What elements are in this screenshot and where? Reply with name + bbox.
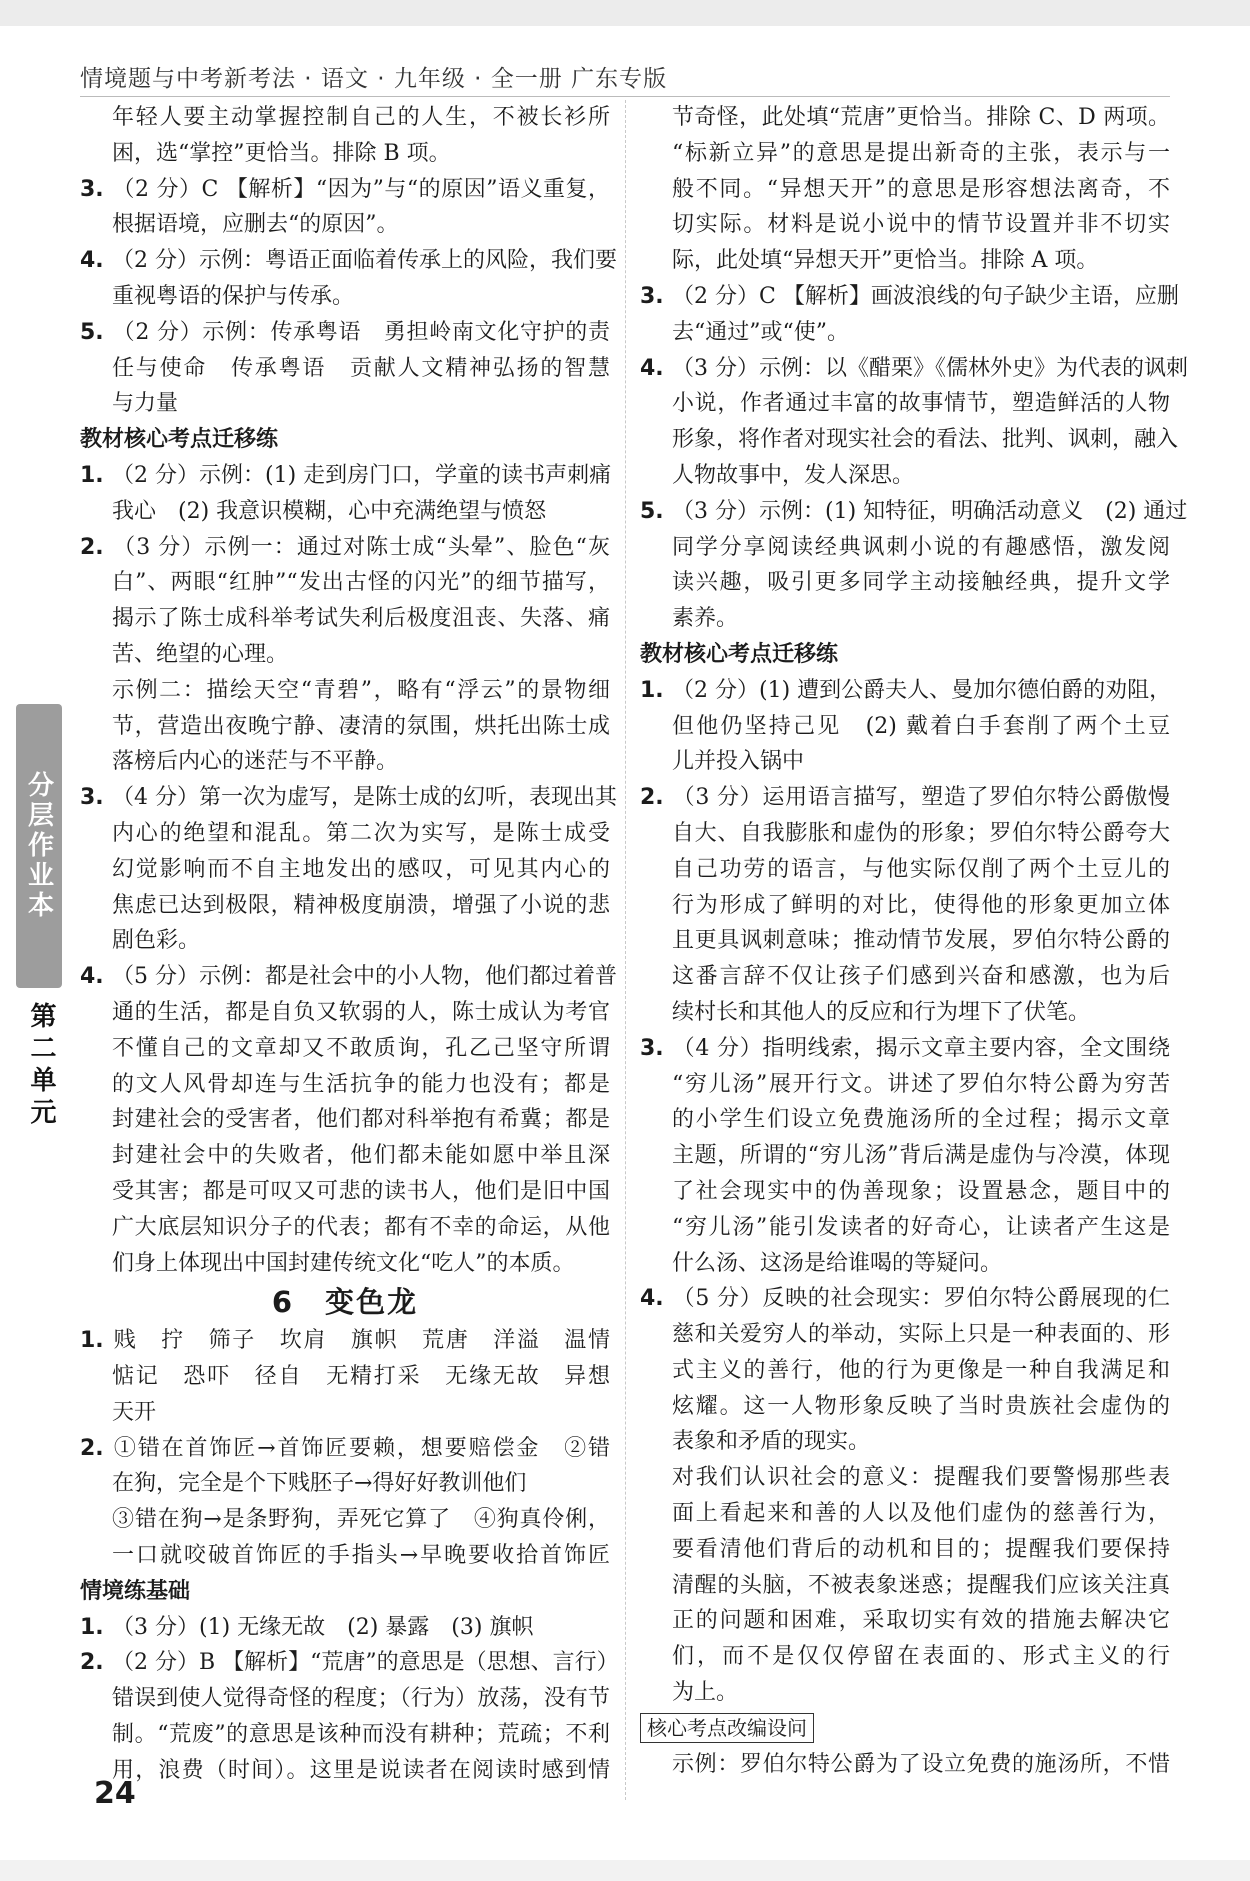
answer-text-line	[80, 100, 610, 136]
answer-text-line	[640, 1246, 1170, 1282]
answer-text-line	[640, 1174, 1170, 1210]
side-unit-label: 第二单元	[26, 1002, 56, 1130]
question-number: 3.	[640, 1035, 664, 1061]
answer-text-line	[80, 1102, 610, 1138]
answer-item-line	[640, 494, 1188, 530]
line-text: 受其害；都是可叹又可悲的读书人，他们是旧中国	[112, 1178, 610, 1204]
answer-text-line	[80, 1681, 610, 1717]
answer-text-line	[80, 1067, 610, 1103]
line-text: 惦记 恐吓 径自 无精打采 无缘无故 异想	[112, 1364, 610, 1390]
answer-text-line	[640, 386, 1170, 422]
line-text: （3 分）(1) 无缘无故 (2) 暴露 (3) 旗帜	[112, 1614, 534, 1640]
line-text: 错误到使人觉得奇怪的程度；（行为）放荡，没有节	[112, 1686, 610, 1712]
line-text: 读兴趣，吸引更多同学主动接触经典，提升文学	[672, 570, 1170, 596]
answer-text-line	[80, 1174, 610, 1210]
question-number: 5.	[640, 498, 664, 524]
answer-text-line	[640, 1496, 1170, 1532]
line-text: 要看清他们背后的动机和目的；提醒我们要保持	[672, 1536, 1170, 1562]
line-text: 封建社会的受害者，他们都对科举抱有希冀；都是	[112, 1107, 610, 1133]
line-text: 一口就咬破首饰匠的手指头→早晚要收拾首饰匠	[112, 1543, 610, 1569]
answer-item-line	[640, 351, 1188, 387]
line-text: 任与使命 传承粤语 贡献人文精神弘扬的智慧	[112, 355, 610, 381]
line-text: 主题，所谓的“穷儿汤”背后满是虚伪与冷漠，体现	[672, 1143, 1170, 1169]
answer-item-line	[80, 458, 610, 494]
line-text: 与力量	[112, 391, 179, 417]
left-column	[80, 100, 619, 1789]
line-text: 困，选“掌控”更恰当。排除 B 项。	[112, 140, 451, 166]
line-text: 贱 拧 筛子 坎肩 旗帜 荒唐 洋溢 温情	[112, 1328, 610, 1354]
answer-item-line	[640, 673, 1170, 709]
line-text: 素养。	[672, 606, 739, 632]
answer-text-line	[640, 1675, 1170, 1711]
answer-text-line	[80, 1717, 610, 1753]
line-text: 焦虑已达到极限，精神极度崩溃，增强了小说的悲	[112, 892, 610, 918]
line-text: （3 分）运用语言描写，塑造了罗伯尔特公爵傲慢	[672, 785, 1170, 811]
answer-text-line	[80, 601, 610, 637]
answer-text-line	[640, 1424, 1170, 1460]
answer-text-line	[80, 1031, 610, 1067]
answer-text-line	[80, 207, 610, 243]
question-number: 4.	[80, 964, 104, 990]
answer-text-line	[640, 816, 1170, 852]
side-tab-layered-homework: 分层作业本	[16, 704, 62, 988]
line-text: 炫耀。这一人物形象反映了当时贵族社会虚伪的	[672, 1393, 1170, 1419]
line-text: 表象和矛盾的现实。	[672, 1429, 871, 1455]
section-heading: 情境练基础	[80, 1578, 191, 1604]
answer-item-line	[640, 1281, 1170, 1317]
line-text: 这番言辞不仅让孩子们感到兴奋和感激，也为后	[672, 964, 1170, 990]
line-text: 人物故事中，发人深思。	[672, 462, 915, 488]
answer-item-line	[80, 315, 610, 351]
answer-text-line	[80, 1246, 610, 1282]
answer-text-line	[80, 1466, 610, 1502]
section-heading: 教材核心考点迁移练	[80, 427, 279, 453]
line-text: 制。“荒废”的意思是该种而没有耕种；荒疏；不利	[112, 1722, 610, 1748]
answer-item-line	[80, 1610, 610, 1646]
answer-text-line	[640, 100, 1170, 136]
answer-text-line	[640, 530, 1170, 566]
lesson-title: 6 变色龙	[271, 1285, 419, 1320]
question-number: 2.	[80, 1435, 104, 1461]
line-text: （2 分）示例：(1) 走到房门口，学童的读书声刺痛	[112, 462, 612, 488]
page-header: 情境题与中考新考法 · 语文 · 九年级 · 全一册 广东专版	[80, 66, 668, 92]
answer-text-line	[640, 923, 1170, 959]
answer-text-line	[640, 1102, 1170, 1138]
answer-text-line	[640, 888, 1170, 924]
line-text: 了社会现实中的伪善现象；设置悬念，题目中的	[672, 1178, 1170, 1204]
line-text: 行为形成了鲜明的对比，使得他的形象更加立体	[672, 892, 1170, 918]
line-text: “穷儿汤”能引发读者的好奇心，让读者产生这是	[672, 1214, 1170, 1240]
line-text: 节，营造出夜晚宁静、凄清的氛围，烘托出陈士成	[112, 713, 610, 739]
page-number: 24	[94, 1776, 136, 1811]
line-text: 面上看起来和善的人以及他们虚伪的慈善行为，	[672, 1501, 1170, 1527]
answer-text-line	[640, 1317, 1170, 1353]
answer-text-line	[80, 1359, 610, 1395]
line-text: 节奇怪，此处填“荒唐”更恰当。排除 C、D 两项。	[672, 105, 1170, 130]
line-text: 落榜后内心的迷茫与不平静。	[112, 749, 399, 775]
line-text: ①错在首饰匠→首饰匠要赖，想要赔偿金 ②错	[112, 1435, 610, 1461]
answer-text-line	[80, 852, 610, 888]
line-text: 形象，将作者对现实社会的看法、批判、讽刺，融入	[672, 427, 1179, 453]
line-text: 剧色彩。	[112, 928, 201, 954]
section-heading: 教材核心考点迁移练	[640, 641, 839, 667]
answer-text-line	[80, 888, 610, 924]
line-text: 用，浪费（时间）。这里是说读者在阅读时感到情	[112, 1757, 610, 1783]
answer-text-line	[640, 1067, 1170, 1103]
line-text: （4 分）指明线索，揭示文章主要内容，全文围绕	[672, 1035, 1170, 1061]
line-text: ③错在狗→是条野狗，弄死它算了 ④狗真伶俐，	[112, 1507, 610, 1533]
line-text: 幻觉影响而不自主地发出的感叹，可见其内心的	[112, 856, 610, 882]
question-number: 3.	[80, 785, 104, 811]
question-number: 2.	[80, 534, 104, 560]
column-divider	[625, 100, 626, 1800]
answer-text-line	[80, 709, 610, 745]
line-text: 内心的绝望和混乱。第二次为实写，是陈士成受	[112, 820, 610, 846]
line-text: 同学分享阅读经典讽刺小说的有趣感悟，激发阅	[672, 534, 1170, 560]
question-number: 1.	[80, 1328, 104, 1354]
answer-item-line	[640, 1031, 1170, 1067]
answer-item-line	[80, 1645, 619, 1681]
line-text: （2 分）C 【解析】“因为”与“的原因”语义重复，	[112, 176, 610, 202]
line-text: （2 分）C 【解析】画波浪线的句子缺少主语，应删	[672, 283, 1179, 309]
line-text: （4 分）第一次为虚写，是陈士成的幻听，表现出其	[112, 785, 617, 811]
answer-text-line	[80, 136, 610, 172]
boxed-heading: 核心考点改编设问	[640, 1713, 814, 1743]
answer-text-line	[640, 458, 1170, 494]
answer-text-line	[640, 207, 1170, 243]
line-text: 什么汤、这汤是给谁喝的等疑问。	[672, 1250, 1003, 1276]
answer-text-line	[640, 1353, 1170, 1389]
answer-text-line	[80, 673, 610, 709]
line-text: 正的问题和困难，采取切实有效的措施去解决它	[672, 1608, 1170, 1634]
line-text: “穷儿汤”展开行文。讲述了罗伯尔特公爵为穷苦	[672, 1071, 1170, 1097]
line-text: 儿并投入锅中	[672, 749, 805, 775]
top-scan-strip	[0, 0, 1250, 26]
line-text: 际，此处填“异想天开”更恰当。排除 A 项。	[672, 248, 1099, 274]
answer-item-line	[640, 780, 1170, 816]
line-text: （2 分）B 【解析】“荒唐”的意思是（思想、言行）	[112, 1650, 619, 1676]
line-text: 切实际。材料是说小说中的情节设置并非不切实	[672, 212, 1170, 238]
line-text: 们，而不是仅仅停留在表面的、形式主义的行	[672, 1644, 1170, 1670]
line-text: 般不同。“异想天开”的意思是形容想法离奇，不	[672, 176, 1170, 202]
question-number: 4.	[640, 355, 664, 381]
line-text: 在狗，完全是个下贱胚子→得好好教训他们	[112, 1471, 527, 1497]
line-text: 慈和关爱穷人的举动，实际上只是一种表面的、形	[672, 1322, 1170, 1348]
line-text: 自己功劳的语言，与他实际仅削了两个土豆儿的	[672, 856, 1170, 882]
answer-text-line	[640, 1532, 1170, 1568]
line-text: 广大底层知识分子的代表；都有不幸的命运，从他	[112, 1214, 610, 1240]
answer-text-line	[80, 565, 610, 601]
line-text: 通的生活，都是自负又软弱的人，陈士成认为考官	[112, 999, 610, 1025]
answer-text-line	[640, 136, 1170, 172]
line-text: 对我们认识社会的意义：提醒我们要警惕那些表	[672, 1465, 1170, 1491]
line-text: （2 分）示例：粤语正面临着传承上的风险，我们要	[112, 248, 617, 274]
question-number: 1.	[80, 462, 104, 488]
answer-text-line	[640, 1747, 1170, 1783]
answer-text-line	[80, 1395, 610, 1431]
bottom-scan-strip	[0, 1860, 1250, 1881]
line-text: 不懂自己的文章却又不敢质询，孔乙己坚守所谓	[112, 1035, 610, 1061]
line-text: 年轻人要主动掌握控制自己的人生，不被长衫所	[112, 105, 610, 130]
answer-text-line	[640, 172, 1170, 208]
answer-text-line	[80, 1138, 610, 1174]
answer-text-line	[640, 1460, 1170, 1496]
line-text: 封建社会中的失败者，他们都未能如愿中举且深	[112, 1143, 610, 1169]
line-text: 重视粤语的保护与传承。	[112, 283, 355, 309]
answer-text-line	[640, 422, 1179, 458]
answer-text-line	[640, 1639, 1170, 1675]
line-text: 揭示了陈士成科举考试失利后极度沮丧、失落、痛	[112, 606, 610, 632]
answer-item-line	[80, 172, 610, 208]
line-text: 天开	[112, 1399, 157, 1425]
answer-item-line	[80, 530, 610, 566]
line-text: 我心 (2) 我意识模糊，心中充满绝望与愤怒	[112, 498, 547, 524]
answer-text-line	[80, 279, 610, 315]
answer-text-line	[80, 1502, 610, 1538]
line-text: （3 分）示例：以《醋栗》《儒林外史》为代表的讽刺	[672, 355, 1188, 381]
question-number: 1.	[80, 1614, 104, 1640]
answer-text-line	[640, 1603, 1170, 1639]
answer-text-line	[640, 1210, 1170, 1246]
line-text: 示例二：描绘天空“青碧”，略有“浮云”的景物细	[112, 677, 610, 703]
line-text: “标新立异”的意思是提出新奇的主张，表示与一	[672, 140, 1170, 166]
answer-item-line	[80, 780, 617, 816]
answer-text-line	[80, 923, 610, 959]
answer-text-line	[640, 959, 1170, 995]
answer-text-line	[80, 1210, 610, 1246]
answer-item-line	[80, 1431, 610, 1467]
line-text: 续村长和其他人的反应和行为埋下了伏笔。	[672, 999, 1091, 1025]
line-text: （3 分）示例：(1) 知特征，明确活动意义 (2) 通过	[672, 498, 1188, 524]
question-number: 2.	[640, 785, 664, 811]
answer-text-line	[640, 315, 1170, 351]
line-text: （5 分）反映的社会现实：罗伯尔特公爵展现的仁	[672, 1286, 1170, 1312]
answer-text-line	[640, 709, 1170, 745]
answer-text-line	[640, 744, 1170, 780]
line-text: 小说，作者通过丰富的故事情节，塑造鲜活的人物	[672, 391, 1170, 417]
question-number: 4.	[640, 1286, 664, 1312]
line-text: 但他仍坚持己见 (2) 戴着白手套削了两个土豆	[672, 713, 1170, 739]
answer-text-line	[80, 494, 610, 530]
answer-text-line	[80, 351, 610, 387]
answer-text-line	[640, 1389, 1170, 1425]
question-number: 3.	[80, 176, 104, 202]
answer-item-line	[80, 1323, 610, 1359]
question-number: 4.	[80, 248, 104, 274]
answer-text-line	[640, 601, 1170, 637]
answer-text-line	[640, 1138, 1170, 1174]
line-text: （2 分）(1) 遭到公爵夫人、曼加尔德伯爵的劝阻，	[672, 677, 1172, 703]
line-text: 的小学生们设立免费施汤所的全过程；揭示文章	[672, 1107, 1170, 1133]
question-number: 3.	[640, 283, 664, 309]
line-text: （5 分）示例：都是社会中的小人物，他们都过着普	[112, 964, 617, 990]
line-text: （3 分）示例一：通过对陈士成“头晕”、脸色“灰	[112, 534, 610, 560]
header-divider	[80, 96, 1170, 97]
answer-text-line	[640, 565, 1170, 601]
answer-text-line	[640, 852, 1170, 888]
answer-text-line	[80, 744, 610, 780]
line-text: 的文人风骨却连与生活抗争的能力也没有；都是	[112, 1071, 610, 1097]
question-number: 2.	[80, 1650, 104, 1676]
line-text: 自大、自我膨胀和虚伪的形象；罗伯尔特公爵夸大	[672, 820, 1170, 846]
line-text: 式主义的善行，他的行为更像是一种自我满足和	[672, 1357, 1170, 1383]
answer-text-line	[640, 995, 1170, 1031]
line-text: 白”、两眼“红肿”“发出古怪的闪光”的细节描写，	[112, 570, 610, 596]
answer-item-line	[640, 279, 1179, 315]
question-number: 1.	[640, 677, 664, 703]
line-text: 且更具讽刺意味；推动情节发展，罗伯尔特公爵的	[672, 928, 1170, 954]
line-text: 去“通过”或“使”。	[672, 319, 849, 345]
answer-text-line	[80, 816, 610, 852]
line-text: 根据语境，应删去“的原因”。	[112, 212, 399, 238]
answer-text-line	[80, 995, 610, 1031]
line-text: （2 分）示例：传承粤语 勇担岭南文化守护的责	[112, 319, 610, 345]
question-number: 5.	[80, 319, 104, 345]
answer-text-line	[640, 1568, 1170, 1604]
answer-item-line	[80, 243, 617, 279]
line-text: 为上。	[672, 1680, 739, 1706]
answer-text-line	[80, 386, 610, 422]
right-column	[640, 100, 1188, 1782]
line-text: 们身上体现出中国封建传统文化“吃人”的本质。	[112, 1250, 575, 1276]
answer-text-line	[80, 637, 610, 673]
answer-text-line	[640, 243, 1170, 279]
answer-text-line	[80, 1538, 610, 1574]
boxed-heading-row	[640, 1711, 1170, 1747]
line-text: 清醒的头脑，不被表象迷惑；提醒我们应该关注真	[672, 1572, 1170, 1598]
answer-text-line	[80, 1753, 610, 1789]
line-text: 示例：罗伯尔特公爵为了设立免费的施汤所，不惜	[672, 1751, 1170, 1777]
answer-item-line	[80, 959, 617, 995]
line-text: 苦、绝望的心理。	[112, 641, 289, 667]
